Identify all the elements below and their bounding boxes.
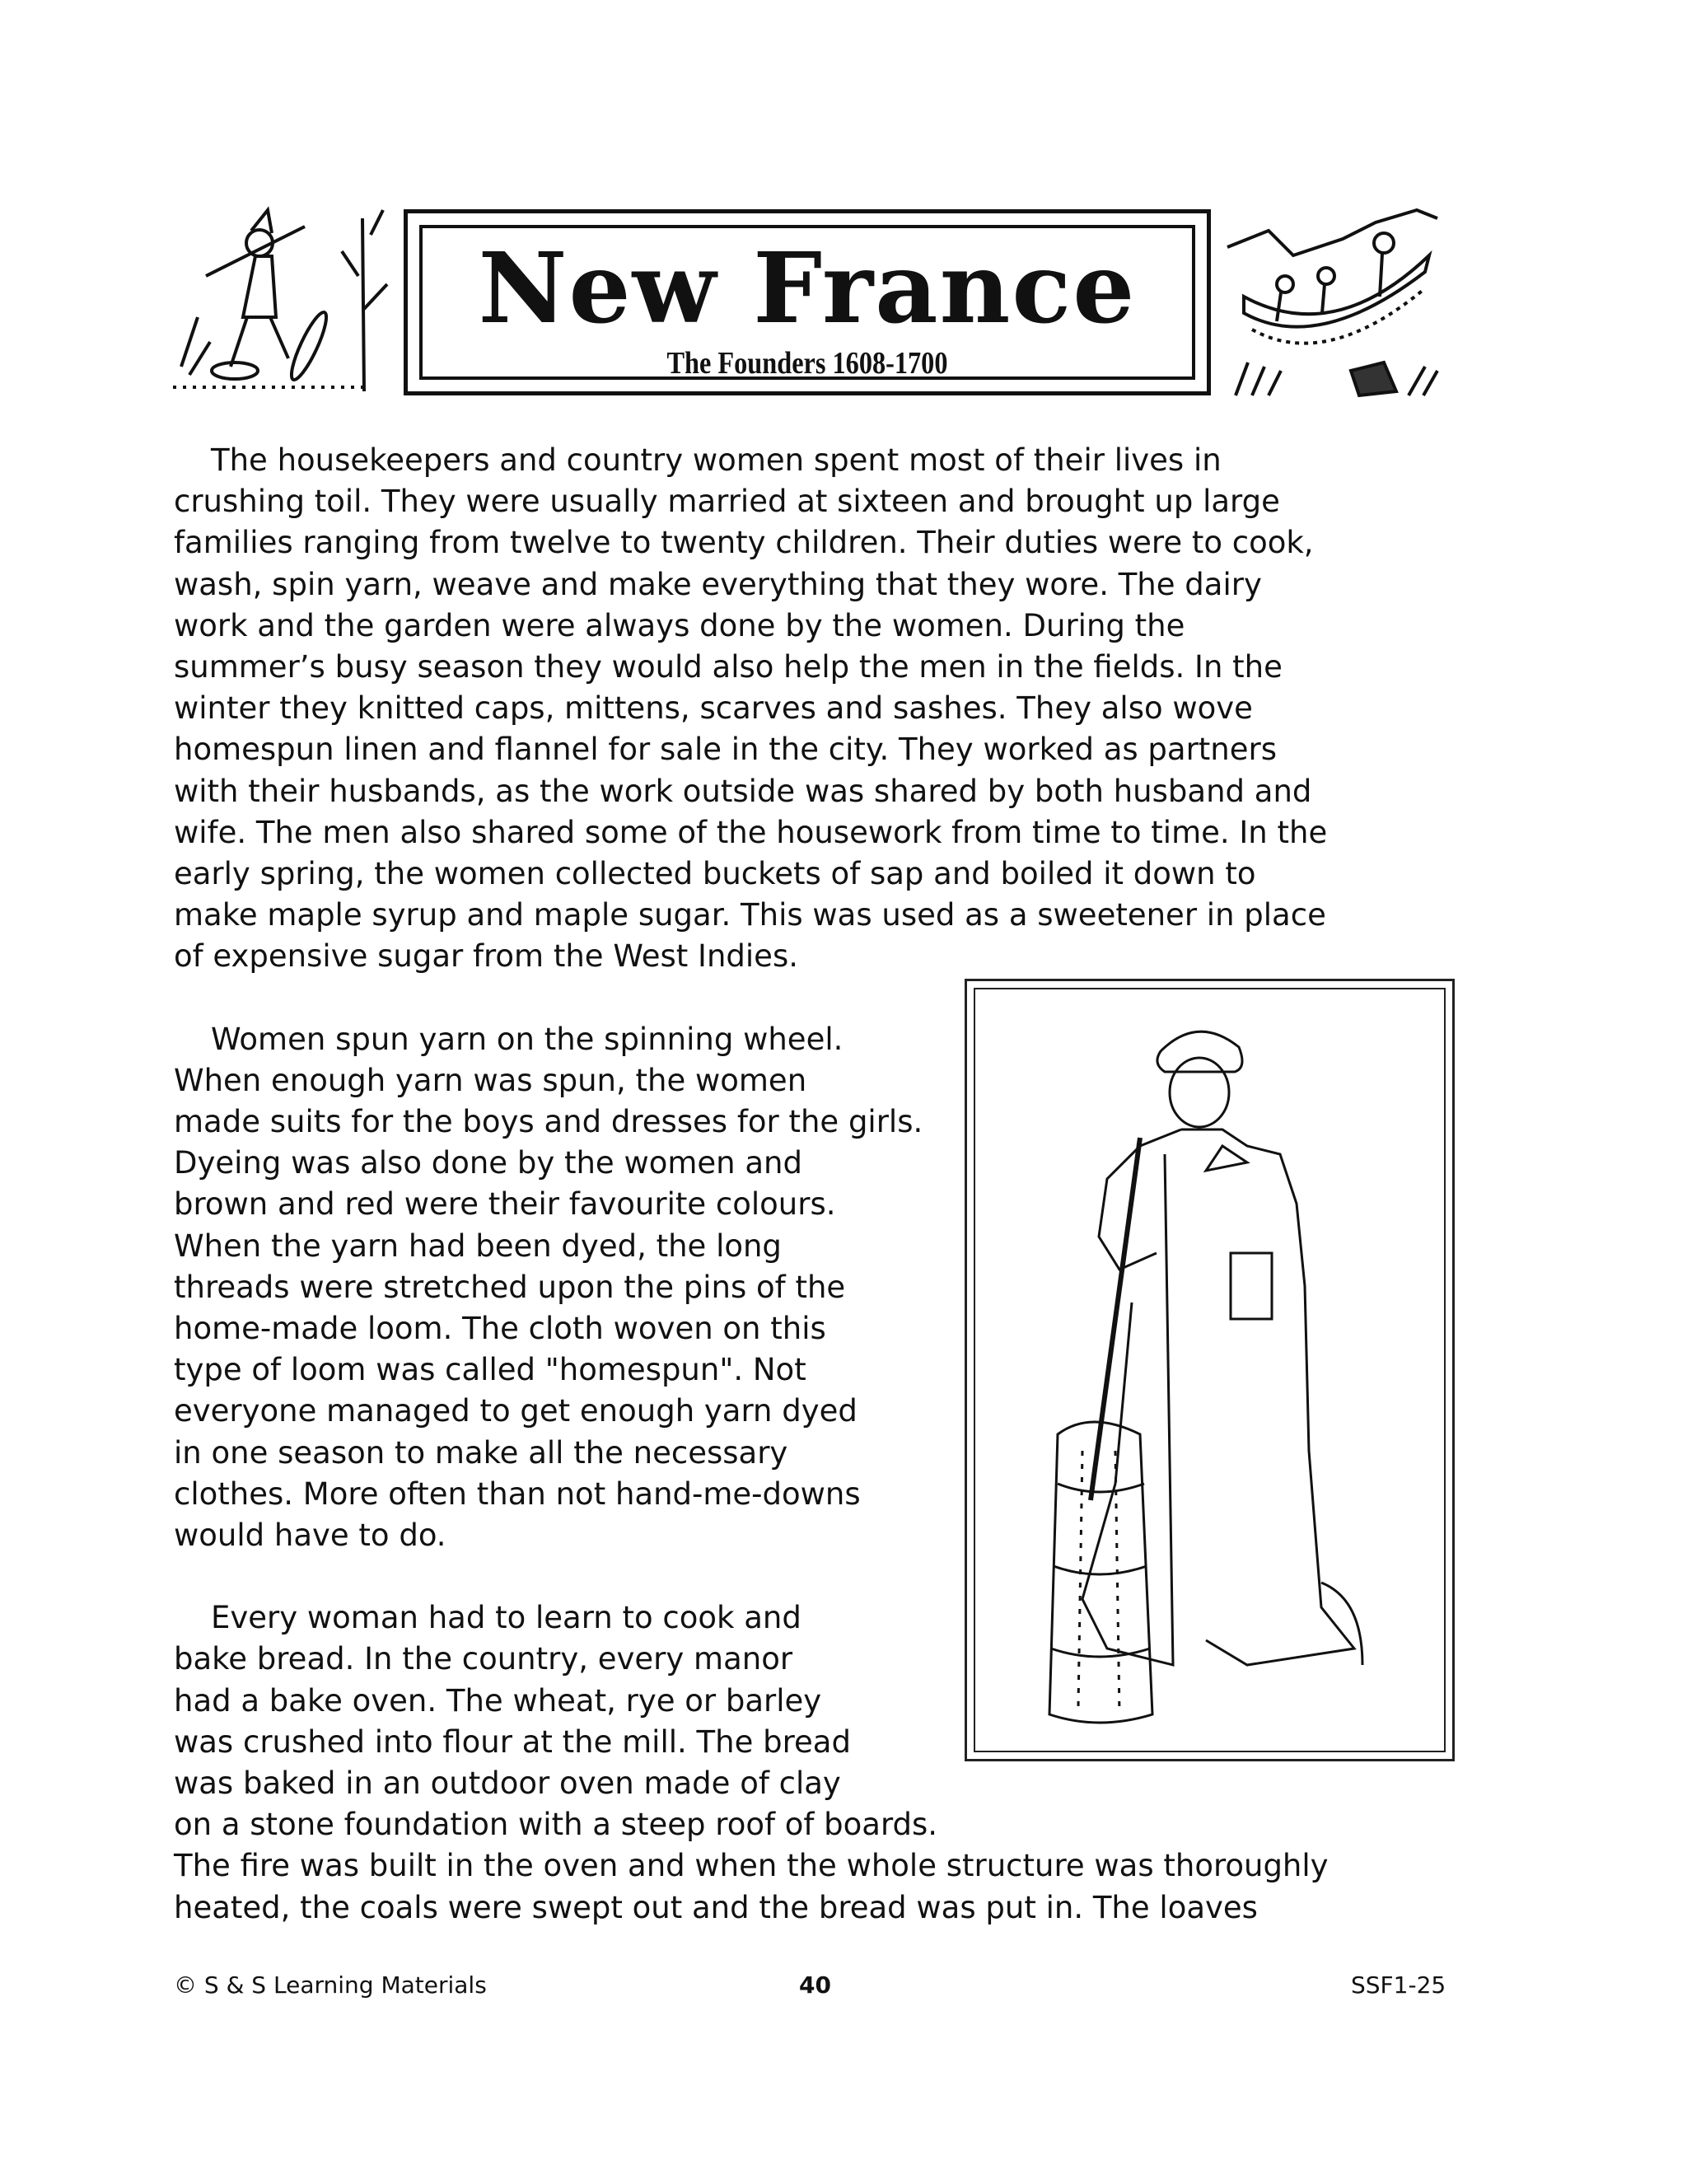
text-line: heated, the coals were swept out and the bread was put in. The loaves — [174, 1889, 1258, 1925]
page-subtitle: The Founders 1608-1700 — [666, 346, 948, 381]
text-line: brown and red were their favourite colours. — [174, 1186, 836, 1223]
text-line: The housekeepers and country women spent most of their lives in — [211, 442, 1222, 478]
title-banner — [404, 209, 1211, 395]
page-title: New France — [478, 231, 1137, 345]
snowshoe-traveler-illustration — [173, 202, 395, 395]
text-line: wash, spin yarn, weave and make everything that they wore. The dairy — [174, 566, 1262, 602]
woman-churning-butter-illustration — [975, 989, 1449, 1756]
text-line: home-made loom. The cloth woven on this — [174, 1310, 826, 1346]
text-line: homespun linen and flannel for sale in the city. They worked as partners — [174, 732, 1277, 768]
text-line: work and the garden were always done by the women. During the — [174, 607, 1185, 643]
text-line: was crushed into flour at the mill. The bread — [174, 1723, 851, 1760]
paragraph-1 — [174, 440, 1329, 977]
text-line: in one season to make all the necessary — [174, 1434, 788, 1471]
butter-churn-illustration-frame — [965, 979, 1455, 1761]
text-line: everyone managed to get enough yarn dyed — [174, 1393, 858, 1429]
text-line: summer’s busy season they would also help the men in the fields. In the — [174, 648, 1283, 685]
text-line: made suits for the boys and dresses for the girls. — [174, 1104, 923, 1139]
text-line: Every woman had to learn to cook and — [211, 1600, 801, 1636]
text-line: crushing toil. They were usually married at sixteen and brought up large — [174, 484, 1280, 520]
canoe-illustration — [1219, 206, 1442, 400]
text-line: make maple syrup and maple sugar. This was used as a sweetener in place — [174, 897, 1326, 933]
text-line: Dyeing was also done by the women and — [174, 1145, 802, 1181]
footer-page-number: 40 — [799, 1971, 831, 1999]
footer-code: SSF1-25 — [1351, 1971, 1446, 1999]
text-line: Women spun yarn on the spinning wheel. — [211, 1021, 844, 1057]
text-line: had a bake oven. The wheat, rye or barley — [174, 1682, 822, 1719]
text-line: type of loom was called "homespun". Not — [174, 1352, 806, 1388]
text-line: families ranging from twelve to twenty children. Their duties were to cook, — [174, 525, 1314, 561]
text-line: early spring, the women collected buckets of sap and boiled it down to — [174, 855, 1256, 891]
text-line: The fire was built in the oven and when the whole structure was thoroughly — [174, 1848, 1329, 1884]
text-line: on a stone foundation with a steep roof of boards. — [174, 1807, 938, 1843]
text-line: winter they knitted caps, mittens, scarves and sashes. They also wove — [174, 690, 1253, 727]
text-line: with their husbands, as the work outside was shared by both husband and — [174, 773, 1312, 809]
text-line: of expensive sugar from the West Indies. — [174, 938, 798, 975]
text-line: bake bread. In the country, every manor — [174, 1641, 793, 1677]
text-line: threads were stretched upon the pins of the — [174, 1269, 846, 1305]
text-line: would have to do. — [174, 1517, 446, 1553]
text-line: clothes. More often than not hand-me-downs — [174, 1475, 861, 1512]
footer-copyright: © S & S Learning Materials — [174, 1971, 487, 1999]
text-line: wife. The men also shared some of the housework from time to time. In the — [174, 814, 1328, 850]
text-line: When the yarn had been dyed, the long — [174, 1228, 782, 1264]
text-line: When enough yarn was spun, the women — [174, 1062, 807, 1098]
text-line: was baked in an outdoor oven made of clay — [174, 1765, 841, 1801]
